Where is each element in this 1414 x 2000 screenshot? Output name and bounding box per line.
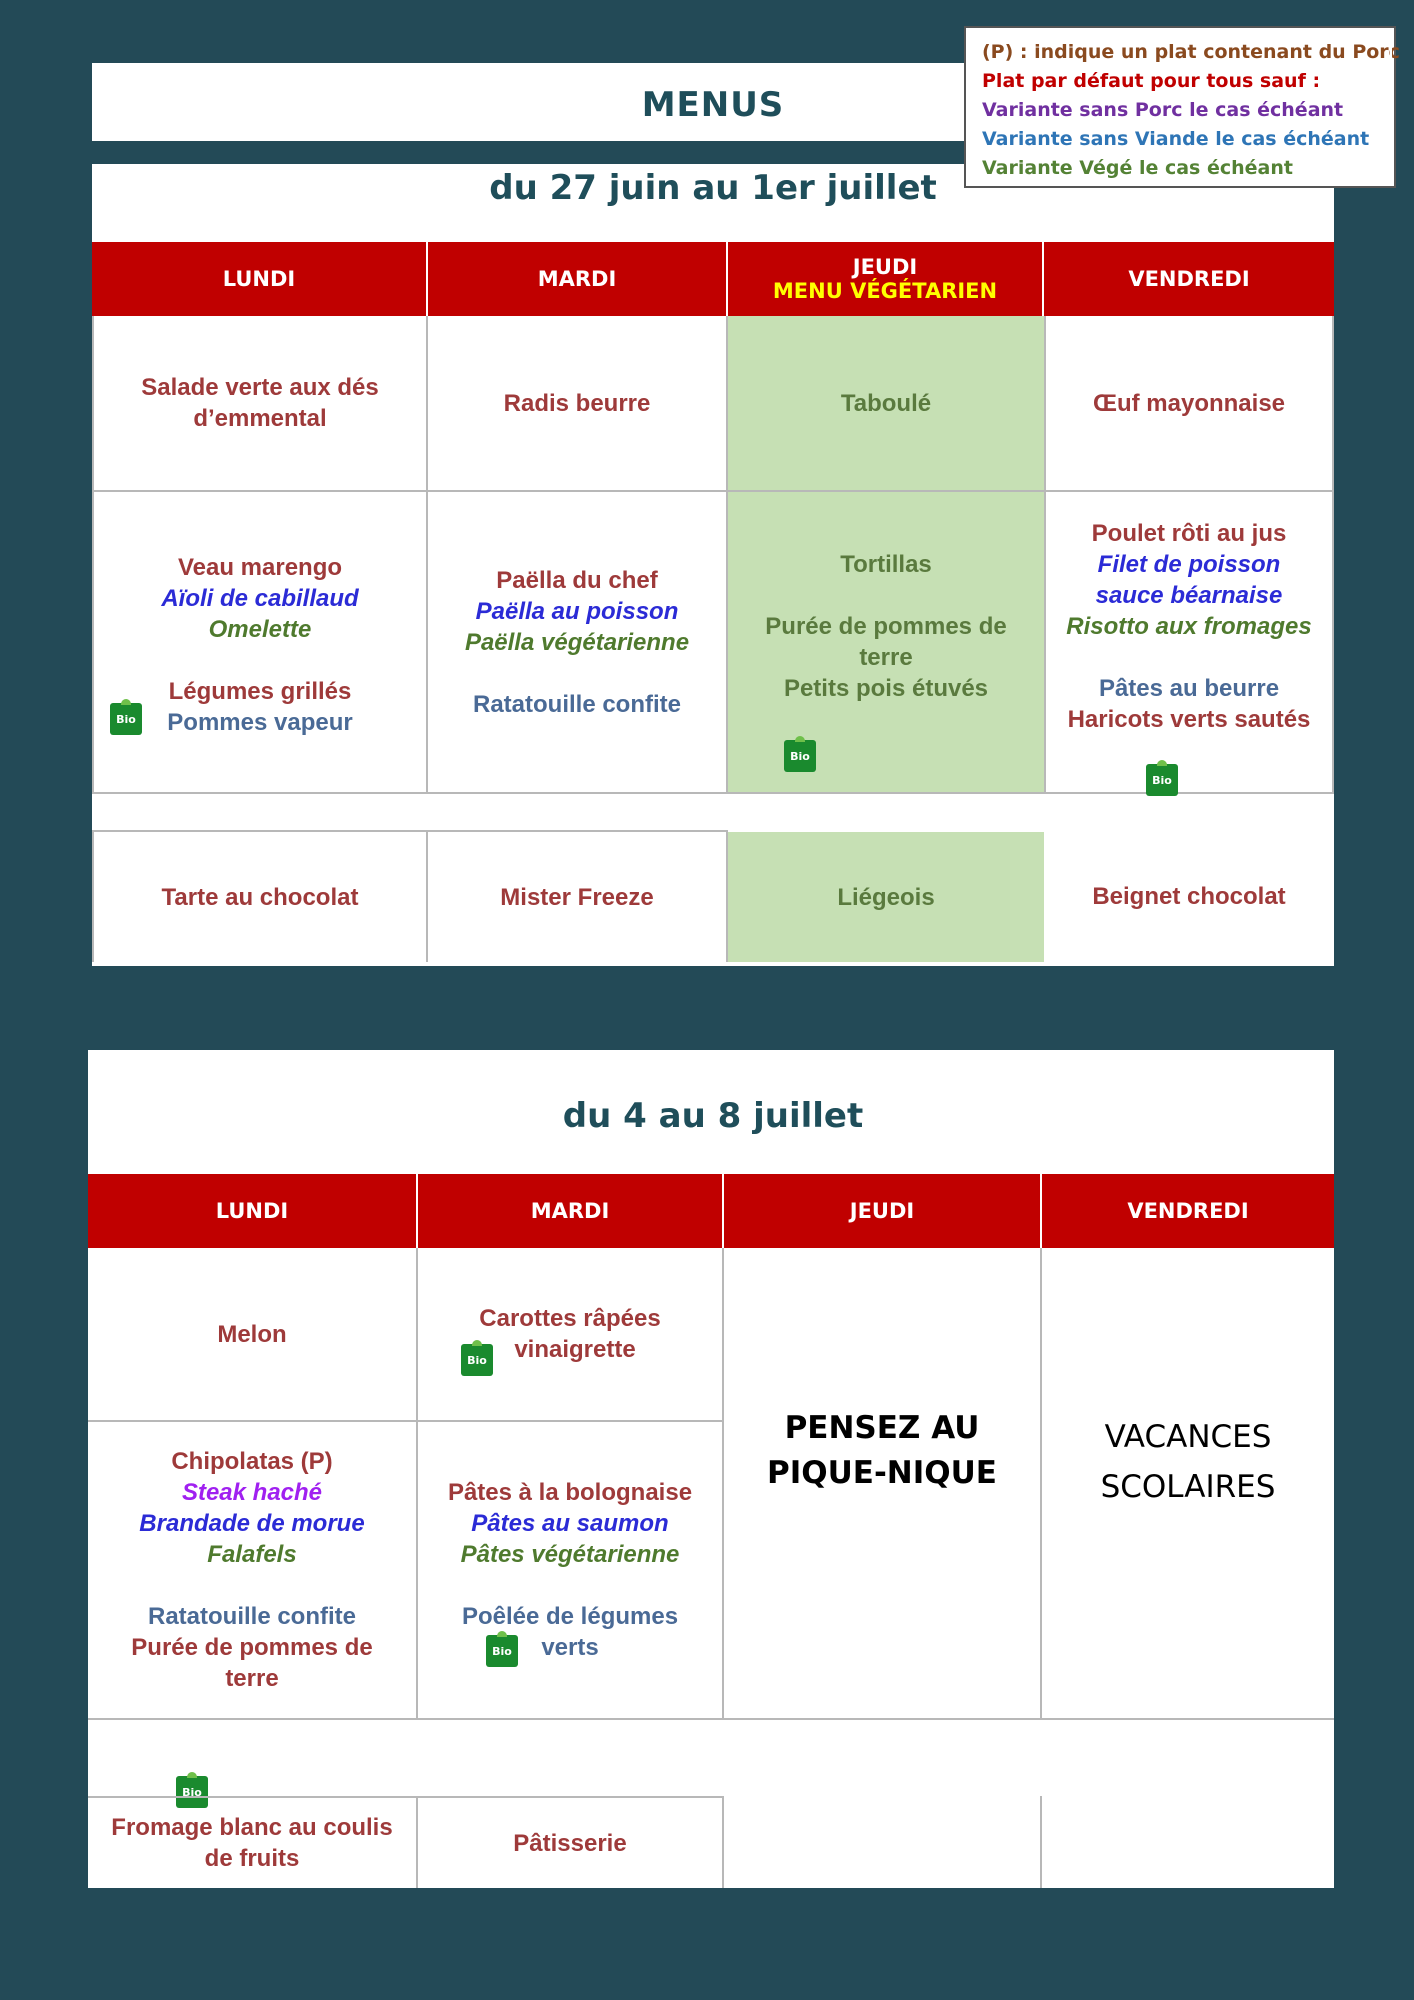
bio-icon: Bio: [486, 1635, 518, 1667]
day-label: MARDI: [537, 267, 617, 291]
side-dish: Purée de pommes de terre: [765, 613, 1007, 671]
week2-header-thursday: [724, 1174, 1042, 1248]
day-label: LUNDI: [222, 267, 296, 291]
dish-text: Carottes râpées: [479, 1305, 661, 1332]
legend-vege: Variante Végé le cas échéant: [982, 157, 1293, 179]
dish-text: Fromage blanc au coulis de fruits: [111, 1814, 393, 1872]
dish-text: Tarte au chocolat: [161, 883, 359, 911]
dish-text: Radis beurre: [503, 389, 651, 417]
side-dish: verts: [541, 1634, 599, 1661]
day-label: VENDREDI: [1128, 267, 1250, 291]
bio-icon: Bio: [461, 1344, 493, 1376]
dish-text: vinaigrette: [514, 1336, 636, 1363]
default-dish: Pâtes à la bolognaise: [447, 1479, 693, 1506]
dish-text: Pâtisserie: [513, 1829, 627, 1857]
bio-icon: Bio: [176, 1776, 208, 1808]
day-label: JEUDI: [849, 1199, 915, 1223]
vege-dish: Omelette: [208, 616, 312, 643]
side-dish: Pommes vapeur: [167, 709, 353, 736]
week1-main-monday: [92, 492, 428, 794]
no-meat-dish: Brandade de morue: [139, 1510, 365, 1537]
day-label: LUNDI: [215, 1199, 289, 1223]
week1-starter-tuesday: [428, 316, 728, 492]
vegetarian-menu-note: MENU VÉGÉTARIEN: [772, 279, 998, 303]
week2-header-tuesday: [418, 1174, 724, 1248]
week1-starter-monday: [92, 316, 428, 492]
week2-title: du 4 au 8 juillet: [562, 1096, 864, 1136]
week1-dessert-friday: [1044, 830, 1334, 962]
dish-text: Salade verte aux dés d’emmental: [141, 374, 379, 432]
side-dish: Poêlée de légumes: [461, 1603, 679, 1630]
no-meat-dish: Paëlla au poisson: [475, 597, 679, 625]
vege-dish: Falafels: [207, 1541, 297, 1568]
dish-text: Beignet chocolat: [1092, 882, 1286, 910]
no-meat-dish: Pâtes au saumon: [471, 1510, 669, 1537]
week2-menu: [88, 1050, 1334, 1888]
week1-header-friday: [1044, 242, 1334, 316]
week2-header-friday: [1042, 1174, 1334, 1248]
week1-starter-friday: [1044, 316, 1334, 492]
side-dish: Légumes grillés: [168, 678, 352, 705]
vege-dish: Paëlla végétarienne: [464, 628, 690, 656]
week2-dessert-tuesday: [418, 1796, 724, 1888]
week1-main-friday: [1044, 492, 1334, 794]
no-meat-dish: Filet de poisson sauce béarnaise: [1095, 551, 1283, 609]
picnic-note: PENSEZ AU PIQUE-NIQUE: [766, 1410, 997, 1491]
dish-text: Taboulé: [840, 389, 932, 417]
day-label: VENDREDI: [1127, 1199, 1249, 1223]
legend: [964, 26, 1400, 188]
week2-thursday-cell: [724, 1248, 1042, 1720]
week2-main-tuesday: [418, 1422, 724, 1720]
week1-header-thursday: [728, 242, 1044, 316]
legend-no-meat: Variante sans Viande le cas échéant: [982, 128, 1370, 150]
day-label: JEUDI: [852, 255, 918, 279]
dish-text: Melon: [217, 1320, 287, 1348]
vege-dish: Risotto aux fromages: [1066, 613, 1312, 640]
no-meat-dish: Aïoli de cabillaud: [161, 585, 359, 612]
legend-default: Plat par défaut pour tous sauf :: [982, 70, 1321, 92]
bio-icon: Bio: [784, 740, 816, 772]
week1-dessert-monday: [92, 830, 428, 962]
side-dish: Petits pois étuvés: [783, 675, 989, 702]
week2-dessert-monday: [88, 1796, 418, 1888]
dish-text: Œuf mayonnaise: [1092, 389, 1286, 417]
bio-icon: Bio: [1146, 764, 1178, 796]
default-dish: Paëlla du chef: [496, 566, 658, 594]
default-dish: Poulet rôti au jus: [1091, 520, 1287, 547]
week2-dessert-thursday: [724, 1796, 1042, 1888]
week2-friday-cell: [1042, 1248, 1334, 1720]
default-dish: Veau marengo: [177, 554, 343, 581]
week1-title: du 27 juin au 1er juillet: [489, 168, 937, 208]
week2-starter-tuesday: [418, 1248, 724, 1422]
default-dish: Chipolatas (P): [171, 1448, 333, 1475]
week1-header-tuesday: [428, 242, 728, 316]
week2-header-monday: [88, 1174, 418, 1248]
holiday-note: VACANCES SCOLAIRES: [1100, 1419, 1276, 1505]
week1-menu: [92, 164, 1334, 966]
week2-starter-monday: [88, 1248, 418, 1422]
week1-dessert-tuesday: [428, 830, 728, 962]
vege-dish: Pâtes végétarienne: [460, 1541, 680, 1568]
default-dish: Tortillas: [840, 551, 932, 578]
week1-main-tuesday: [428, 492, 728, 794]
dish-text: Liégeois: [837, 883, 935, 911]
side-dish: Haricots verts sautés: [1067, 706, 1311, 733]
week1-dessert-thursday: [728, 832, 1044, 962]
side-dish: Purée de pommes de terre: [131, 1634, 373, 1692]
legend-pork: (P) : indique un plat contenant du Porc: [982, 41, 1400, 63]
no-pork-dish: Steak haché: [181, 1479, 323, 1506]
day-label: MARDI: [530, 1199, 610, 1223]
week1-main-thursday: [728, 492, 1044, 794]
week1-starter-thursday: [728, 316, 1044, 492]
side-dish: Ratatouille confite: [147, 1603, 357, 1630]
legend-no-pork: Variante sans Porc le cas échéant: [982, 99, 1344, 121]
dish-text: Mister Freeze: [500, 883, 654, 911]
week1-header-monday: [92, 242, 428, 316]
week2-main-monday: [88, 1422, 418, 1720]
side-dish: Ratatouille confite: [472, 690, 682, 718]
page-title: MENUS: [641, 85, 785, 125]
side-dish: Pâtes au beurre: [1098, 675, 1280, 702]
bio-icon: Bio: [110, 703, 142, 735]
